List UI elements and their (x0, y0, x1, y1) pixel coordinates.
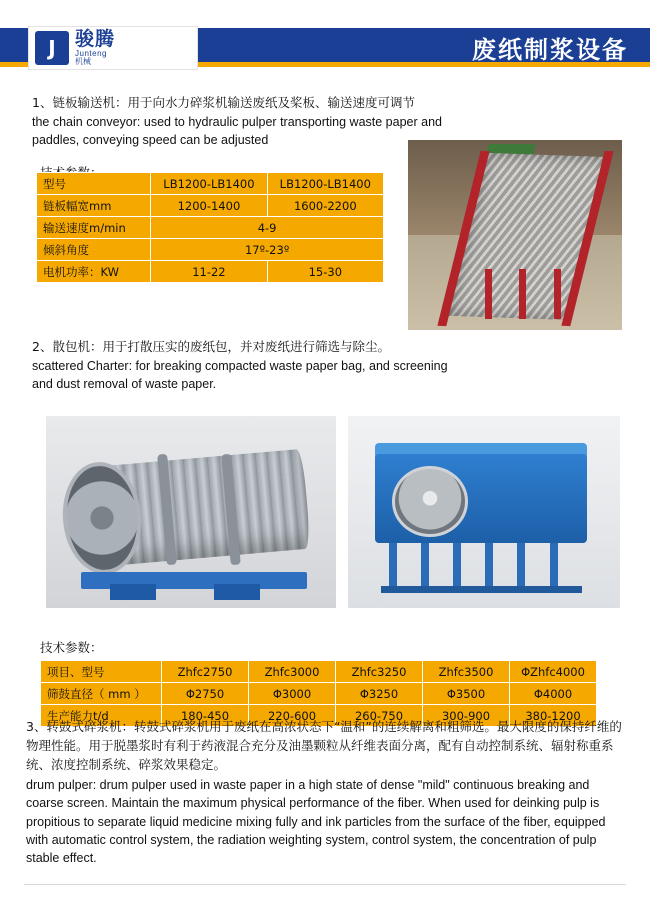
row-label: 型号 (37, 173, 151, 195)
section-3-english: drum pulper: drum pulper used in waste paper in a high state of dense "mild" continuous breaking and coarse screen. Maintain the maximum physical performance of the fiber. When used for deinking pulp is propitious to separate liquid medicine mixing fully and ink particles from the surface of the fiber, equipped with automatic control system, the radiation weighting system, control system, the concentration of pulp stable effect. (26, 778, 606, 865)
cell: 17º-23º (151, 239, 384, 261)
cell: 300-900 (423, 705, 510, 727)
rotary-screen-photo (348, 416, 620, 608)
table-row (37, 195, 384, 217)
logo-text-group (75, 27, 116, 67)
section-3-text (26, 718, 626, 867)
section-2-tech-label: 技术参数： (40, 640, 103, 655)
row-label: 生产能力t/d (41, 705, 162, 727)
section-2-english: scattered Charter: for breaking compacted waste paper bag, and screening and dust removal of waste paper. (32, 358, 448, 391)
cell: 1200-1400 (151, 195, 267, 217)
company-logo (28, 26, 198, 70)
page-title: 废纸制浆设备 (472, 36, 628, 64)
cell: Φ4000 (510, 683, 597, 705)
cell: 260-750 (336, 705, 423, 727)
cell: Φ3500 (423, 683, 510, 705)
logo-chinese-name: 骏腾 (75, 27, 116, 50)
row-label: 倾斜角度 (37, 239, 151, 261)
page-header (0, 0, 650, 82)
spec-table-scatter (40, 660, 597, 727)
cell: 1600-2200 (267, 195, 383, 217)
cell: 380-1200 (510, 705, 597, 727)
row-label: 输送速度m/min (37, 217, 151, 239)
cell: Zhfc3500 (423, 661, 510, 683)
cell: Zhfc3000 (249, 661, 336, 683)
spec-table-conveyor (36, 172, 384, 283)
section-1-english: the chain conveyor: used to hydraulic pulper transporting waste paper and paddles, conveying speed can be adjusted (32, 114, 442, 147)
drum-pulper-photo (46, 416, 336, 608)
section-2-text (32, 338, 462, 393)
table-row (37, 261, 384, 283)
row-label: 电机功率：KW (37, 261, 151, 283)
logo-english-name: Junteng (75, 48, 107, 58)
cell: 15-30 (267, 261, 383, 283)
table-row (41, 683, 597, 705)
row-label: 筛鼓直径（ mm ） (41, 683, 162, 705)
section-2-chinese: 2、散包机：用于打散压实的废纸包，并对废纸进行筛选与除尘。 (32, 339, 390, 354)
table-row (37, 173, 384, 195)
cell: Zhfc3250 (336, 661, 423, 683)
cell: 180-450 (162, 705, 249, 727)
cell: 11-22 (151, 261, 267, 283)
cell: LB1200-LB1400 (267, 173, 383, 195)
footer-divider (24, 884, 626, 885)
logo-mark-icon: J (35, 31, 69, 65)
cell: Φ3250 (336, 683, 423, 705)
cell: ΦZhfc4000 (510, 661, 597, 683)
conveyor-photo (408, 140, 622, 330)
logo-subtitle: 机械 (75, 56, 91, 66)
row-label: 链板幅宽mm (37, 195, 151, 217)
row-label: 项目、型号 (41, 661, 162, 683)
cell: LB1200-LB1400 (151, 173, 267, 195)
table-row (37, 239, 384, 261)
cell: Φ3000 (249, 683, 336, 705)
cell: Zhfc2750 (162, 661, 249, 683)
section-3-chinese: 3、转鼓式碎浆机：转鼓式碎浆机用于废纸在高浓状态下“温和”的连续解离和粗筛选。最大限度的保持纤维的物理性能。用于脱墨浆时有利于药液混合充分及油墨颗粒从纤维表面分离，配有自动控制系统、辐射称重系统、浓度控制系统、碎浆效果稳定。 (26, 719, 622, 772)
cell: 220-600 (249, 705, 336, 727)
table-row (37, 217, 384, 239)
section-1-chinese: 1、链板输送机：用于向水力碎浆机输送废纸及桨板、输送速度可调节 (32, 95, 415, 110)
table-row (41, 661, 597, 683)
cell: 4-9 (151, 217, 384, 239)
cell: Φ2750 (162, 683, 249, 705)
